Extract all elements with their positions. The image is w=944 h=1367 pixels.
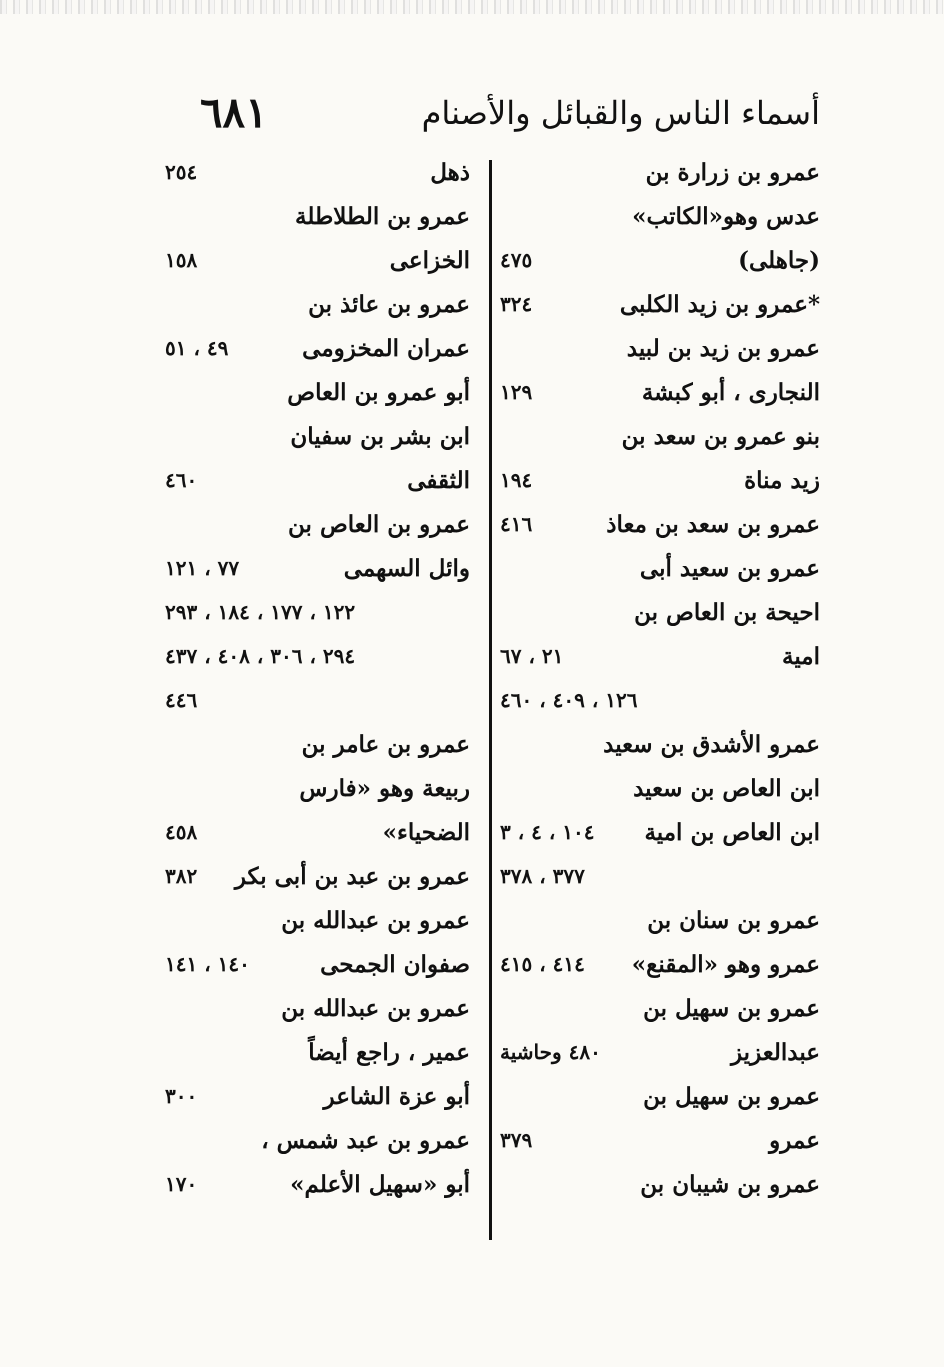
entry-name: عمرو بن عائذ بن <box>308 290 470 318</box>
index-entry <box>500 458 820 502</box>
entry-name: الخزاعى <box>389 246 470 274</box>
entry-pages: ٤٧٥ <box>500 248 533 272</box>
entry-pages: ١٤٠ ، ١٤١ <box>165 952 250 976</box>
entry-name: أبو عزة الشاعر <box>323 1082 470 1110</box>
entry-name: عمرو بن سعيد أبى <box>639 554 820 582</box>
entry-pages: ١٧٠ <box>165 1172 198 1196</box>
index-entry <box>165 326 470 370</box>
column-divider <box>489 160 492 1240</box>
index-entry <box>165 854 470 898</box>
entry-name: ربيعة وهو «فارس <box>299 774 470 802</box>
index-entry <box>500 1118 820 1162</box>
index-column-right <box>500 150 820 1206</box>
scan-edge-noise <box>0 0 944 14</box>
entry-name: بنو عمرو بن سعد بن <box>621 422 820 450</box>
index-entry <box>500 854 820 898</box>
index-entry <box>165 942 470 986</box>
entry-name: عمران المخزومى <box>302 334 470 362</box>
index-entry <box>500 1074 820 1118</box>
entry-pages: ٣٨٢ <box>165 864 198 888</box>
index-entry <box>165 678 470 722</box>
index-entry <box>165 370 470 414</box>
index-entry <box>165 1030 470 1074</box>
index-entry <box>165 766 470 810</box>
index-entry <box>500 150 820 194</box>
entry-name: عمير ، راجع أيضاً <box>308 1038 470 1066</box>
index-entry <box>500 986 820 1030</box>
entry-name: *عمرو بن زيد الكلبى <box>619 290 820 318</box>
entry-pages: ٢٩٤ ، ٣٠٦ ، ٤٠٨ ، ٤٣٧ <box>165 644 356 668</box>
entry-name: عمرو بن عامر بن <box>301 730 470 758</box>
index-entry <box>500 678 820 722</box>
entry-pages: ٣٢٤ <box>500 292 533 316</box>
entry-name: عمرو بن زرارة بن <box>645 158 820 186</box>
index-entry <box>500 502 820 546</box>
entry-name: عمرو بن سنان بن <box>647 906 820 934</box>
index-entry <box>500 634 820 678</box>
entry-pages: ٣٧٧ ، ٣٧٨ <box>500 864 585 888</box>
index-entry <box>165 546 470 590</box>
index-entry <box>500 370 820 414</box>
entry-name: احيحة بن العاص بن <box>634 598 820 626</box>
entry-name: عمرو بن عبدالله بن <box>281 994 470 1022</box>
page-header <box>190 88 820 138</box>
entry-name: الضحياء» <box>382 818 470 846</box>
entry-pages: ٤١٤ ، ٤١٥ <box>500 952 585 976</box>
entry-pages: ١٠٤ ، ٤ ، ٣ <box>500 820 595 844</box>
entry-name: عمرو بن سهيل بن <box>643 994 820 1022</box>
page-number: ٦٨١ <box>200 88 268 137</box>
index-entry <box>165 414 470 458</box>
entry-pages: ٤٤٦ <box>165 688 198 712</box>
index-entry <box>500 590 820 634</box>
entry-name: ذهل <box>430 158 470 186</box>
entry-name: الثقفى <box>407 466 470 494</box>
entry-name: عبدالعزيز <box>730 1038 820 1066</box>
entry-name: عمرو بن عبد بن أبى بكر <box>234 862 470 890</box>
index-entry <box>165 986 470 1030</box>
entry-name: عدس وهو«الكاتب» <box>632 202 820 230</box>
index-column-left <box>165 150 470 1206</box>
entry-name: عمرو وهو «المقنع» <box>631 950 820 978</box>
entry-pages: ٣٧٩ <box>500 1128 533 1152</box>
index-entry <box>165 590 470 634</box>
entry-name: عمرو بن سهيل بن <box>643 1082 820 1110</box>
entry-name: عمرو <box>769 1126 820 1154</box>
index-entry <box>500 1162 820 1206</box>
entry-name: عمرو بن شيبان بن <box>640 1170 820 1198</box>
entry-name: عمرو الأشدق بن سعيد <box>603 730 820 758</box>
entry-name: (جاهلى) <box>738 246 820 274</box>
entry-name: امية <box>782 642 820 670</box>
index-entry <box>165 810 470 854</box>
index-entry <box>165 898 470 942</box>
index-entry <box>500 766 820 810</box>
entry-name: عمرو بن عبدالله بن <box>281 906 470 934</box>
index-entry <box>165 282 470 326</box>
entry-pages: ٣٠٠ <box>165 1084 198 1108</box>
index-entry <box>165 150 470 194</box>
index-entry <box>500 810 820 854</box>
index-entry <box>500 414 820 458</box>
index-entry <box>165 634 470 678</box>
entry-name: عمرو بن زيد بن لبيد <box>626 334 820 362</box>
entry-name: النجارى ، أبو كبشة <box>641 378 820 406</box>
index-entry <box>500 898 820 942</box>
entry-pages: ٤٦٠ <box>165 468 198 492</box>
index-entry <box>500 546 820 590</box>
index-entry <box>165 1162 470 1206</box>
index-entry <box>500 942 820 986</box>
index-entry <box>165 502 470 546</box>
index-entry <box>165 722 470 766</box>
running-title: أسماء الناس والقبائل والأصنام <box>421 94 820 132</box>
index-entry <box>500 194 820 238</box>
index-entry <box>165 194 470 238</box>
entry-name: عمرو بن سعد بن معاذ <box>606 510 820 538</box>
entry-name: ابن العاص بن امية <box>644 818 820 846</box>
entry-pages: ١٢٩ <box>500 380 533 404</box>
index-entry <box>500 238 820 282</box>
entry-pages: ٤٥٨ <box>165 820 198 844</box>
index-entry <box>165 1074 470 1118</box>
entry-pages: ٤١٦ <box>500 512 533 536</box>
entry-name: أبو «سهيل الأعلم» <box>290 1170 470 1198</box>
entry-pages: ١٢٦ ، ٤٠٩ ، ٤٦٠ <box>500 688 638 712</box>
entry-pages: ٤٩ ، ٥١ <box>165 336 229 360</box>
entry-name: عمرو بن الطلاطلة <box>295 202 470 230</box>
entry-name: عمرو بن عبد شمس ، <box>261 1126 470 1154</box>
index-entry <box>165 458 470 502</box>
entry-name: ابن بشر بن سفيان <box>290 422 470 450</box>
entry-pages: ٢١ ، ٦٧ <box>500 644 564 668</box>
index-entry <box>500 722 820 766</box>
entry-pages: ١٥٨ <box>165 248 198 272</box>
entry-name: عمرو بن العاص بن <box>288 510 470 538</box>
entry-pages: ١٢٢ ، ١٧٧ ، ١٨٤ ، ٢٩٣ <box>165 600 356 624</box>
index-entry <box>500 282 820 326</box>
index-entry <box>165 1118 470 1162</box>
entry-pages: ٧٧ ، ١٢١ <box>165 556 240 580</box>
entry-pages: ٢٥٤ <box>165 160 198 184</box>
index-entry <box>165 238 470 282</box>
entry-pages: ١٩٤ <box>500 468 533 492</box>
entry-name: وائل السهمى <box>343 554 470 582</box>
entry-name: ابن العاص بن سعيد <box>633 774 820 802</box>
entry-pages: ٤٨٠ وحاشية <box>500 1040 601 1064</box>
entry-name: صفوان الجمحى <box>320 950 470 978</box>
entry-name: أبو عمرو بن العاص <box>287 378 470 406</box>
index-entry <box>500 1030 820 1074</box>
index-entry <box>500 326 820 370</box>
entry-name: زيد مناة <box>744 466 820 494</box>
